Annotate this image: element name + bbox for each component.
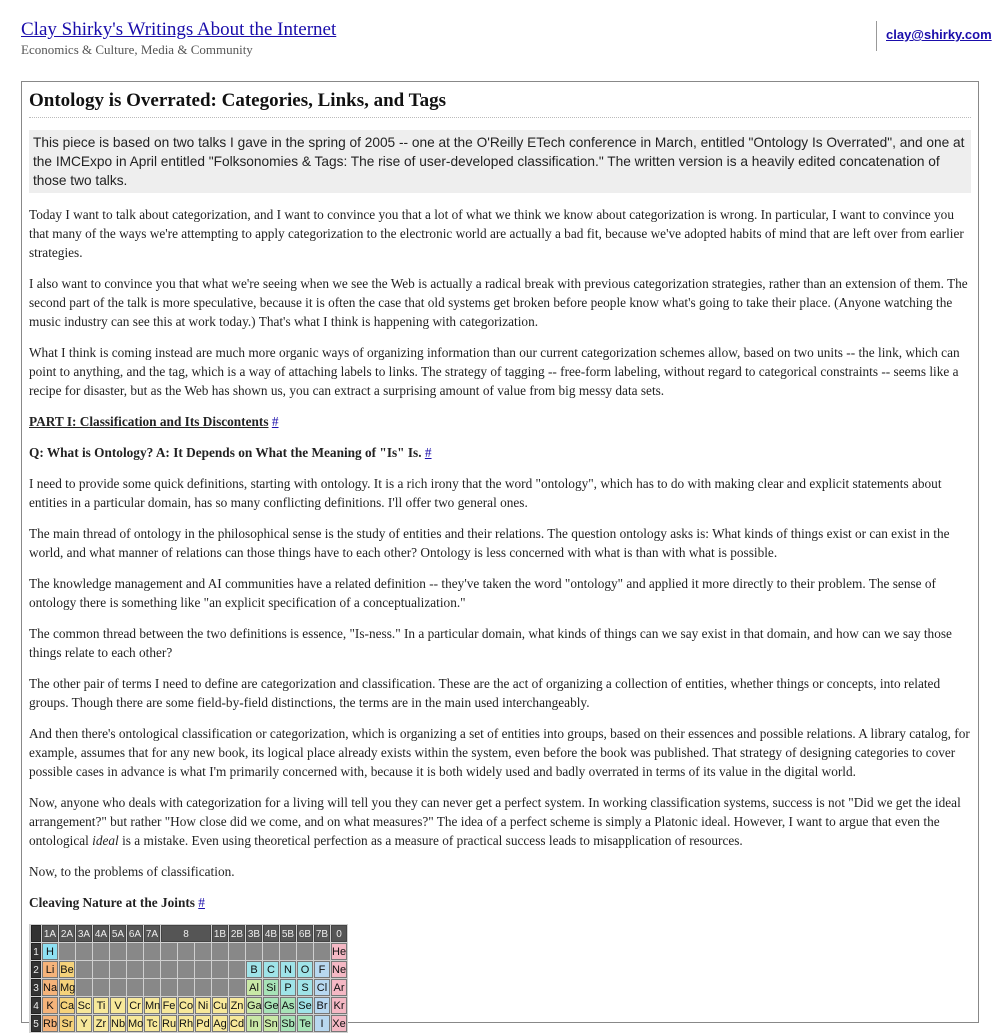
periodic-table-element: Se [297, 997, 313, 1014]
periodic-table-group-header: 5B [280, 925, 296, 942]
periodic-table-element: Ar [331, 979, 347, 996]
periodic-table-corner [31, 925, 41, 942]
ontology-heading [29, 443, 971, 462]
periodic-table-element: Ag [212, 1015, 228, 1032]
periodic-table-empty-cell [110, 961, 126, 978]
periodic-table-element: Al [246, 979, 262, 996]
periodic-table-period-label: 1 [31, 943, 41, 960]
paragraph-10-emphasis: ideal [92, 833, 119, 848]
periodic-table-empty-cell [144, 979, 160, 996]
periodic-table-period-row [31, 961, 348, 978]
periodic-table-element: Ru [161, 1015, 177, 1032]
site-header [0, 0, 1000, 80]
periodic-table-element: As [280, 997, 296, 1014]
periodic-table-group-header: 4A [93, 925, 109, 942]
periodic-table-element: H [42, 943, 58, 960]
periodic-table-element: Rb [42, 1015, 58, 1032]
periodic-table-group-header: 0 [331, 925, 347, 942]
periodic-table-empty-cell [212, 961, 228, 978]
periodic-table-period-label: 5 [31, 1015, 41, 1032]
periodic-table-element: Rh [178, 1015, 194, 1032]
periodic-table-empty-cell [246, 943, 262, 960]
periodic-table-element: Sn [263, 1015, 279, 1032]
periodic-table-element: O [297, 961, 313, 978]
ontology-anchor-link[interactable]: # [424, 445, 432, 460]
periodic-table-empty-cell [263, 943, 279, 960]
periodic-table-group-header: 3B [246, 925, 262, 942]
periodic-table-empty-cell [93, 961, 109, 978]
periodic-table-empty-cell [212, 943, 228, 960]
email-link[interactable]: clay@shirky.com [886, 27, 992, 42]
periodic-table-element: In [246, 1015, 262, 1032]
paragraph-3: What I think is coming instead are much more organic ways of organizing information than our current categorization schemes allow, based on two units -- the link, which can point to anything, and the tag, which is a way of attaching labels to links. The strategy of tagging -- free-form labeling, without regard to categorical constraints -- seems like a recipe for disaster, but as the Web has shown us, you can extract a surprising amount of value from big messy data sets. [29, 345, 960, 398]
periodic-table-empty-cell [195, 961, 211, 978]
site-subtitle: Economics & Culture, Media & Community [21, 42, 253, 57]
periodic-table-empty-cell [76, 943, 92, 960]
periodic-table-empty-cell [195, 943, 211, 960]
periodic-table-group-header: 6B [297, 925, 313, 942]
periodic-table-empty-cell [178, 979, 194, 996]
periodic-table-element: Ge [263, 997, 279, 1014]
periodic-table-empty-cell [297, 943, 313, 960]
periodic-table-group-header: 7A [144, 925, 160, 942]
periodic-table-empty-cell [76, 961, 92, 978]
periodic-table-empty-cell [161, 961, 177, 978]
periodic-table-group-header: 2A [59, 925, 75, 942]
periodic-table-empty-cell [314, 943, 330, 960]
periodic-table-empty-cell [93, 979, 109, 996]
periodic-table-element: F [314, 961, 330, 978]
periodic-table-empty-cell [178, 943, 194, 960]
periodic-table-empty-cell [93, 943, 109, 960]
periodic-table-element: Ga [246, 997, 262, 1014]
periodic-table-empty-cell [229, 961, 245, 978]
paragraph-7: The common thread between the two definitions is essence, "Is-ness." In a particular domain, what kinds of things can we say exist in that domain, and how can we say those things relate to each other? [29, 626, 952, 660]
ontology-heading-text: Q: What is Ontology? A: It Depends on What the Meaning of "Is" Is. [29, 445, 422, 460]
periodic-table-group-header: 7B [314, 925, 330, 942]
periodic-table-group-header: 3A [76, 925, 92, 942]
periodic-table-element: Ni [195, 997, 211, 1014]
part-1-heading [29, 412, 971, 431]
part-1-heading-text: PART I: Classification and Its Discontents [29, 414, 269, 429]
periodic-table-element: Zr [93, 1015, 109, 1032]
periodic-table-element: Cr [127, 997, 143, 1014]
email-box [876, 21, 992, 51]
periodic-table-element: V [110, 997, 126, 1014]
periodic-table-element: Ti [93, 997, 109, 1014]
paragraph-9: And then there's ontological classification or categorization, which is organizing a set of entities into groups, based on their essences and possible relations. A library catalog, for example, assumes that for any new book, its logical place already exists within the system, even before the book was published. That strategy of designing categories to cover possible cases in advance is what I'm primarily concerned with, because it is both widely used and badly overrated in terms of its value in the digital world. [29, 726, 970, 779]
periodic-table-empty-cell [127, 961, 143, 978]
periodic-table-empty-cell [229, 979, 245, 996]
periodic-table-element: He [331, 943, 347, 960]
periodic-table-element: Li [42, 961, 58, 978]
periodic-table-element: Kr [331, 997, 347, 1014]
periodic-table-empty-cell [59, 943, 75, 960]
periodic-table-group-header: 6A [127, 925, 143, 942]
paragraph-1: Today I want to talk about categorization, and I want to convince you that a lot of what we think we know about categorization is wrong. In particular, I want to convince you that many of the ways we're attempting to apply categorization to the electronic world are actually a bad fit, because we've adopted habits of mind that are left over from earlier strategies. [29, 207, 964, 260]
periodic-table [29, 924, 348, 1033]
periodic-table-period-label: 3 [31, 979, 41, 996]
periodic-table-element: S [297, 979, 313, 996]
paragraph-4: I need to provide some quick definitions, starting with ontology. It is a rich irony that the word "ontology", which has to do with making clear and explicit statements about entities in a particular domain, has so many conflicting definitions. I'll offer two general ones. [29, 476, 942, 510]
periodic-table-group-header: 8 [161, 925, 211, 942]
periodic-table-element: Sb [280, 1015, 296, 1032]
site-title-link[interactable]: Clay Shirky's Writings About the Internet [21, 19, 337, 40]
periodic-table-group-header: 2B [229, 925, 245, 942]
paragraph-2: I also want to convince you that what we're seeing when we see the Web is actually a radical break with previous categorization strategies, rather than an extension of them. The second part of the talk is more speculative, because it is often the case that old systems get broken before people know what's going to take their place. (Anyone watching the music industry can see this at work today.) That's what I think is happening with categorization. [29, 276, 968, 329]
periodic-table-group-header: 1A [42, 925, 58, 942]
periodic-table-element: Xe [331, 1015, 347, 1032]
periodic-table-element: C [263, 961, 279, 978]
article-title: Ontology is Overrated: Categories, Links, and Tags [29, 90, 971, 118]
periodic-table-empty-cell [127, 979, 143, 996]
periodic-table-empty-cell [144, 961, 160, 978]
paragraph-5: The main thread of ontology in the philosophical sense is the study of entities and their relations. The question ontology asks is: What kinds of things exist or can exist in the world, and what manner of relations can those things have to each other? Ontology is less concerned with what is than with what is possible. [29, 526, 950, 560]
periodic-table-element: B [246, 961, 262, 978]
periodic-table-element: Te [297, 1015, 313, 1032]
periodic-table-group-header: 1B [212, 925, 228, 942]
periodic-table-empty-cell [195, 979, 211, 996]
periodic-table-period-row [31, 979, 348, 996]
paragraph-10-part-b: is a mistake. Even using theoretical perfection as a measure of practical success leads to misapplication of resources. [122, 833, 743, 848]
periodic-table-element: Tc [144, 1015, 160, 1032]
periodic-table-group-header: 5A [110, 925, 126, 942]
periodic-table-element: Ne [331, 961, 347, 978]
periodic-table-empty-cell [110, 979, 126, 996]
periodic-table-group-header-row [31, 925, 348, 942]
periodic-table-element: Na [42, 979, 58, 996]
periodic-table-element: Co [178, 997, 194, 1014]
periodic-table-empty-cell [212, 979, 228, 996]
paragraph-8: The other pair of terms I need to define are categorization and classification. These are the act of organizing a collection of entities, whether things or concepts, into related groups. Though there are some field-by-field distinctions, the terms are in the main used interchangeably. [29, 676, 941, 710]
paragraph-6: The knowledge management and AI communities have a related definition -- they've taken the word "ontology" and applied it more directly to their problem. The sense of ontology there is something like "an explicit specification of a conceptualization." [29, 576, 936, 610]
cleaving-heading-text: Cleaving Nature at the Joints [29, 895, 195, 910]
article-intro: This piece is based on two talks I gave in the spring of 2005 -- one at the O'Reilly ETech conference in March, entitled "Ontology Is Overrated", and one at the IMCExpo in April entitled "Folksonomies & Tags: The rise of user-developed classification." The written version is a heavily edited concatenation of those two talks. [29, 130, 971, 193]
periodic-table-period-row [31, 1015, 348, 1032]
periodic-table-element: Cd [229, 1015, 245, 1032]
periodic-table-period-label: 2 [31, 961, 41, 978]
periodic-table-empty-cell [178, 961, 194, 978]
periodic-table-empty-cell [161, 943, 177, 960]
periodic-table-period-row [31, 943, 348, 960]
periodic-table-element: Be [59, 961, 75, 978]
paragraph-10 [29, 793, 971, 850]
periodic-table-empty-cell [76, 979, 92, 996]
periodic-table-figure [29, 924, 971, 1033]
periodic-table-period-row [31, 997, 348, 1014]
periodic-table-element: Sr [59, 1015, 75, 1032]
periodic-table-element: Br [314, 997, 330, 1014]
periodic-table-empty-cell [161, 979, 177, 996]
periodic-table-element: K [42, 997, 58, 1014]
periodic-table-element: Sc [76, 997, 92, 1014]
article-container [21, 81, 979, 1030]
periodic-table-element: Y [76, 1015, 92, 1032]
periodic-table-empty-cell [144, 943, 160, 960]
periodic-table-element: Pd [195, 1015, 211, 1032]
periodic-table-element: Nb [110, 1015, 126, 1032]
periodic-table-element: N [280, 961, 296, 978]
periodic-table-element: P [280, 979, 296, 996]
periodic-table-element: Mn [144, 997, 160, 1014]
periodic-table-period-label: 4 [31, 997, 41, 1014]
part-1-anchor-link[interactable]: # [271, 414, 279, 429]
periodic-table-empty-cell [127, 943, 143, 960]
periodic-table-element: Mo [127, 1015, 143, 1032]
periodic-table-group-header: 4B [263, 925, 279, 942]
periodic-table-element: Mg [59, 979, 75, 996]
periodic-table-empty-cell [110, 943, 126, 960]
paragraph-11: Now, to the problems of classification. [29, 864, 235, 879]
periodic-table-element: Cl [314, 979, 330, 996]
cleaving-heading [29, 893, 971, 912]
periodic-table-empty-cell [229, 943, 245, 960]
periodic-table-element: Zn [229, 997, 245, 1014]
periodic-table-element: Ca [59, 997, 75, 1014]
periodic-table-element: Fe [161, 997, 177, 1014]
paragraph-10-part-a: Now, anyone who deals with categorization for a living will tell you they can never get a perfect system. In working classification systems, success is not "Did we get the ideal arrangement?" but rather "How close did we come, and on what measures?" The idea of a perfect scheme is simply a Platonic ideal. However, I want to argue that even the ontological [29, 795, 961, 848]
periodic-table-element: Cu [212, 997, 228, 1014]
periodic-table-empty-cell [280, 943, 296, 960]
cleaving-anchor-link[interactable]: # [198, 895, 205, 910]
periodic-table-element: Si [263, 979, 279, 996]
periodic-table-element: I [314, 1015, 330, 1032]
